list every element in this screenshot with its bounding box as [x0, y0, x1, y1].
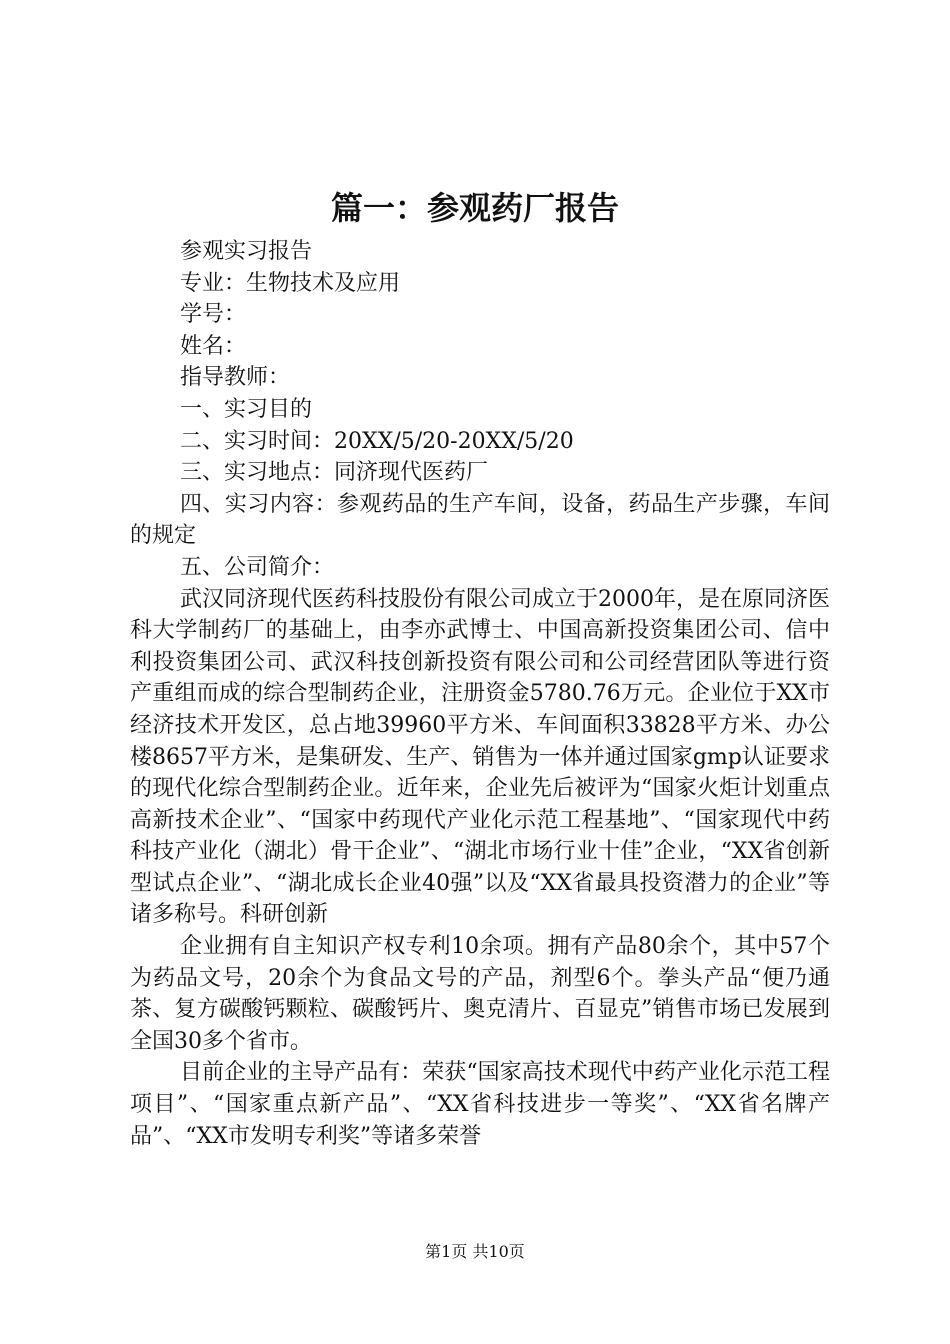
student-id-line: 学号： [180, 302, 247, 328]
section-5-heading: 五、公司简介： [180, 554, 335, 580]
products-paragraph: 目前企业的主导产品有：荣获“国家高技术现代中药产业化示范工程项目”、“国家重点新产品”、“XX省科技进步一等奖”、“XX省名牌产品”、“XX市发明专利奖”等诸多荣誉 [130, 1060, 830, 1149]
advisor-line: 指导教师： [180, 365, 291, 391]
page-footer: 第1页 共10页 [425, 1242, 525, 1261]
major-line: 专业：生物技术及应用 [180, 270, 401, 296]
report-heading: 参观实习报告 [180, 239, 313, 264]
patents-paragraph: 企业拥有自主知识产权专利10余项。拥有产品80余个，其中57个为药品文号，20余个为食品文号的产品，剂型6个。拳头产品“便乃通茶、复方碳酸钙颗粒、碳酸钙片、奥克清片、百显克”销售市场已发展到全国30多个省市。 [130, 934, 830, 1054]
section-3-location: 三、实习地点：同济现代医药厂 [180, 460, 489, 486]
section-2-time: 二、实习时间：20XX/5/20-20XX/5/20 [180, 428, 574, 454]
document-title: 篇一：参观药厂报告 [330, 189, 619, 227]
name-line: 姓名： [180, 333, 247, 359]
company-intro-paragraph: 武汉同济现代医药科技股份有限公司成立于2000年，是在原同济医科大学制药厂的基础上，由李亦武博士、中国高新投资集团公司、信中利投资集团公司、武汉科技创新投资有限公司和公司经营团队等进行资产重组而成的综合型制药企业，注册资金5780.76万元。企业位于XX市经济技术开发区，总占地39960平方米、车间面积33828平方米、办公楼8657平方米，是集研发、生产、销售为一体并通过国家gmp认证要求的现代化综合型制药企业。近年来，企业先后被评为“国家火炬计划重点高新技术企业”、“国家中药现代产业化示范工程基地”、“国家现代中药科技产业化（湖北）骨干企业”、“湖北市场行业十佳”企业，“XX省创新型试点企业”、“湖北成长企业40强”以及“XX省最具投资潜力的企业”等诸多称号。科研创新 [130, 586, 830, 928]
document-body [130, 236, 830, 1152]
section-1-purpose: 一、实习目的 [180, 396, 313, 422]
section-4-content: 四、实习内容：参观药品的生产车间，设备，药品生产步骤，车间的规定 [130, 491, 830, 549]
